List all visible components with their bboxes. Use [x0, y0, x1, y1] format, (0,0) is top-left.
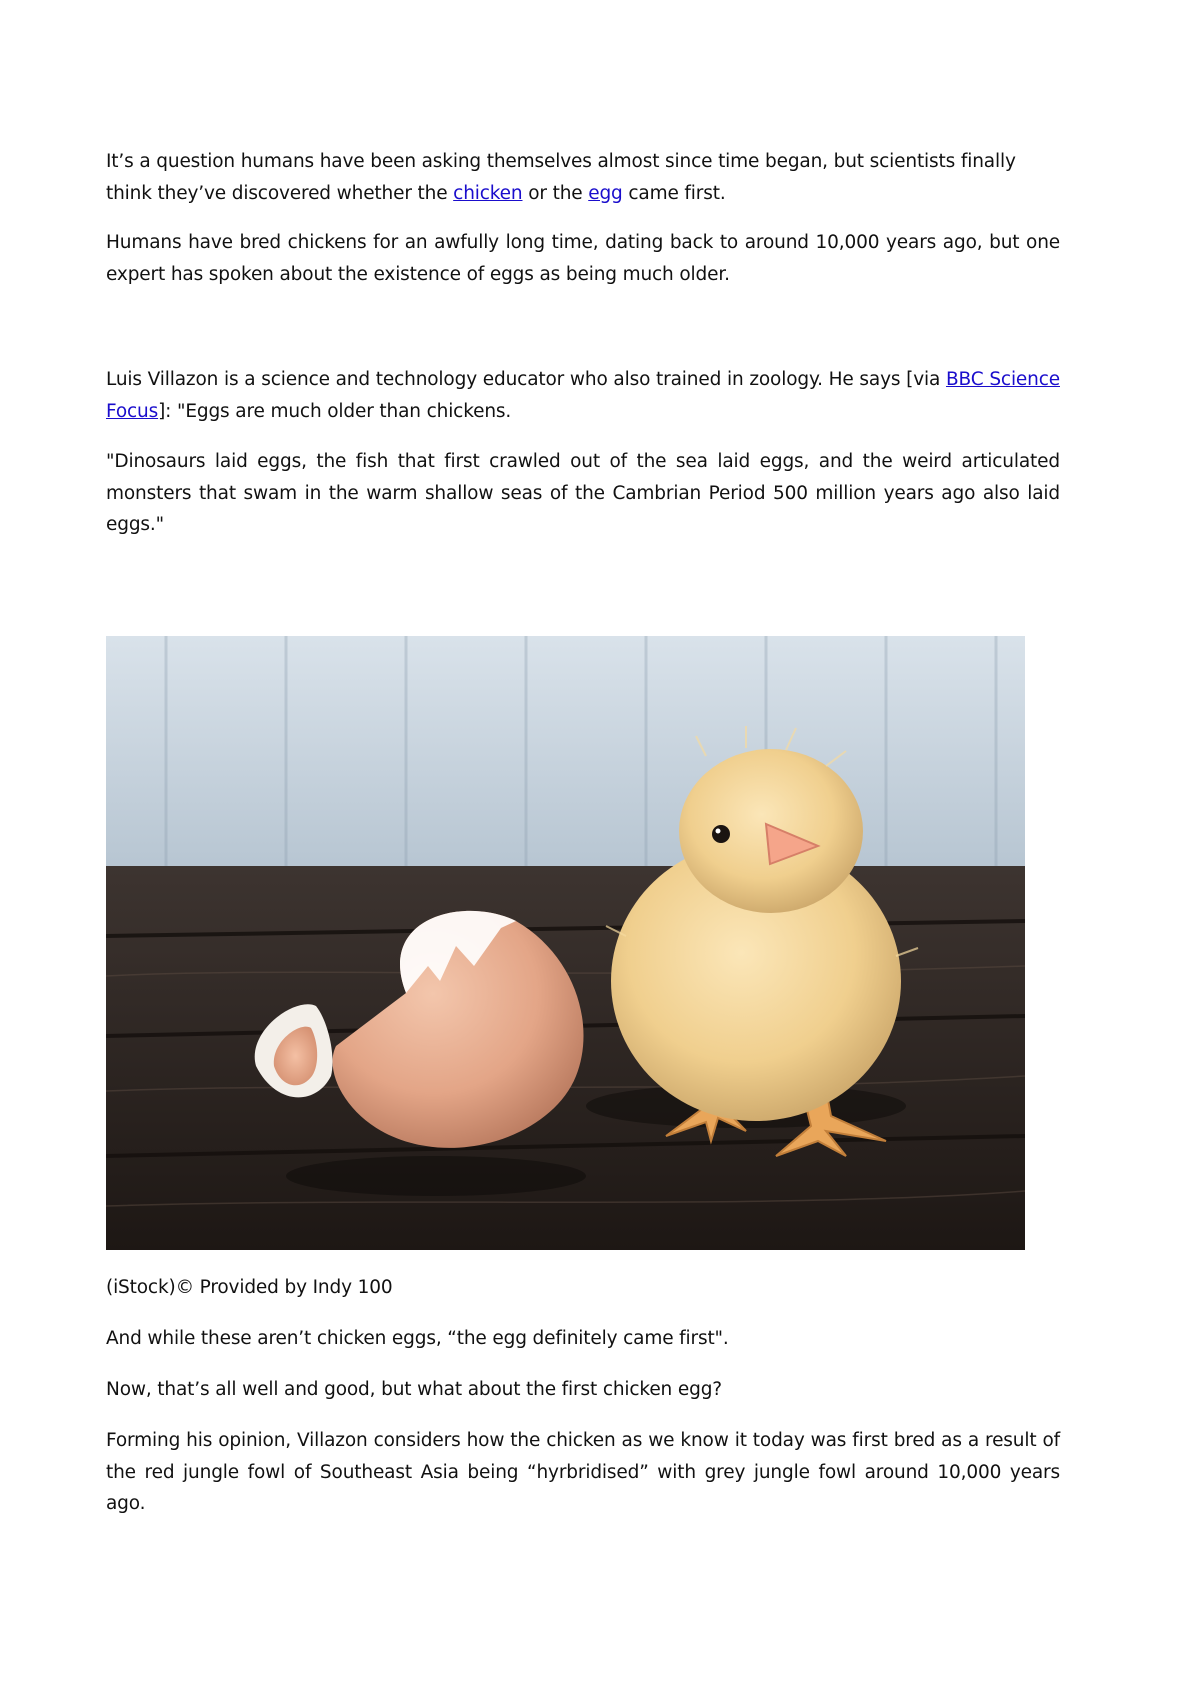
- image-caption: (iStock)© Provided by Indy 100: [106, 1277, 393, 1298]
- paragraph-humans: Humans have bred chickens for an awfully long time, dating back to around 10,000 years ago, but one expert has spoken about the existence of eggs as being much older.: [106, 232, 1060, 285]
- paragraph-intro: [106, 146, 1060, 209]
- bbc-science-focus-link[interactable]: BBC Science Focus: [106, 369, 1060, 422]
- intro-text-end: came first.: [622, 182, 726, 204]
- egg-link[interactable]: egg: [588, 182, 623, 204]
- intro-text-middle: or the: [522, 182, 589, 204]
- paragraph-first-chicken-egg: Now, that’s all well and good, but what about the first chicken egg?: [106, 1379, 722, 1400]
- paragraph-dinosaurs: "Dinosaurs laid eggs, the fish that first crawled out of the sea laid eggs, and the weird articulated monsters that swam in the warm shallow seas of the Cambrian Period 500 million years ago also laid eggs.": [106, 451, 1060, 535]
- chicken-link[interactable]: chicken: [453, 182, 523, 204]
- paragraph-villazon: [106, 364, 1060, 427]
- chick-and-egg-photo: [106, 636, 1025, 1250]
- intro-text: It’s a question humans have been asking themselves almost since time began, but scientists finally think they’ve discovered whether the: [106, 151, 1016, 204]
- paragraph-jungle-fowl: Forming his opinion, Villazon considers how the chicken as we know it today was first bred as a result of the red jungle fowl of Southeast Asia being “hyrbridised” with grey jungle fowl around 10,000 years ago.: [106, 1430, 1060, 1514]
- villazon-text: Luis Villazon is a science and technology educator who also trained in zoology. He says [via: [106, 369, 947, 390]
- villazon-quote: ]: "Eggs are much older than chickens.: [158, 400, 512, 422]
- paragraph-egg-first: And while these aren’t chicken eggs, “the egg definitely came first".: [106, 1328, 729, 1349]
